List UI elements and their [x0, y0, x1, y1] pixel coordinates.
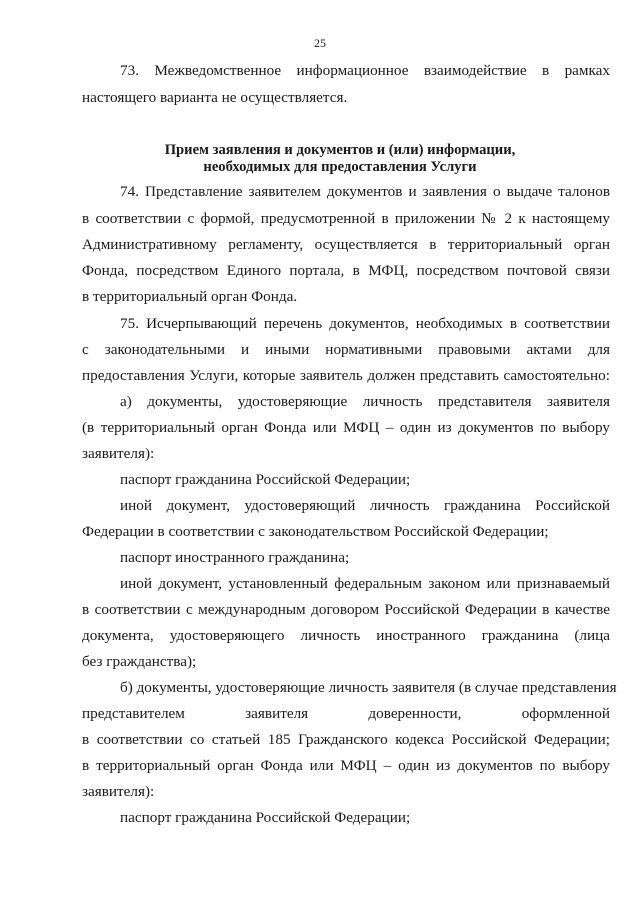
paragraph-75-line-1: 75. Исчерпывающий перечень документов, необходимых в соответствии	[120, 315, 610, 332]
section-heading-line-2: необходимых для предоставления Услуги	[203, 159, 477, 175]
list-entry-foreign-passport: паспорт иностранного гражданина;	[120, 549, 350, 566]
item-a-line-2: (в территориальный орган Фонда или МФЦ – один из документов по выбору	[82, 419, 610, 436]
list-entry-foreign-doc-line-1: иной документ, установленный федеральным законом или признаваемый	[120, 575, 610, 592]
paragraph-73-line-2: настоящего варианта не осуществляется.	[82, 89, 348, 106]
list-entry-foreign-doc-line-4: без гражданства);	[82, 653, 197, 670]
item-b-line-2: представителем заявителя доверенности, оформленной	[82, 705, 610, 722]
paragraph-74-line-5: в территориальный орган Фонда.	[82, 288, 298, 305]
item-b-line-5: заявителя):	[82, 783, 155, 800]
paragraph-75-line-2: с законодательными и иными нормативными правовыми актами для	[82, 341, 610, 358]
paragraph-75-line-3: предоставления Услуги, которые заявитель должен представить самостоятельно:	[82, 367, 610, 384]
list-entry-passport-rf: паспорт гражданина Российской Федерации;	[120, 471, 411, 488]
list-entry-foreign-doc-line-3: документа, удостоверяющего личность иностранного гражданина (лица	[82, 627, 610, 644]
section-heading-line-1: Прием заявления и документов и (или) информации,	[164, 142, 516, 158]
paragraph-74-line-4: Фонда, посредством Единого портала, в МФЦ, посредством почтовой связи	[82, 262, 610, 279]
paragraph-74-line-2: в соответствии с формой, предусмотренной в приложении № 2 к настоящему	[82, 210, 610, 227]
list-entry-foreign-doc-line-2: в соответствии с международным договором Российской Федерации в качестве	[82, 601, 610, 618]
item-b-line-4: в территориальный орган Фонда или МФЦ – один из документов по выбору	[82, 757, 610, 774]
list-entry-passport-rf-2: паспорт гражданина Российской Федерации;	[120, 809, 411, 826]
paragraph-74-line-3: Административному регламенту, осуществляется в территориальный орган	[82, 236, 610, 253]
item-a-line-1: а) документы, удостоверяющие личность представителя заявителя	[120, 393, 610, 410]
item-b-line-1: б) документы, удостоверяющие личность заявителя (в случае представления	[120, 679, 617, 696]
paragraph-74-line-1: 74. Представление заявителем документов и заявления о выдаче талонов	[120, 183, 610, 200]
list-entry-other-doc-line-1: иной документ, удостоверяющий личность гражданина Российской	[120, 497, 610, 514]
item-b-line-3: в соответствии со статьей 185 Гражданского кодекса Российской Федерации;	[82, 731, 610, 748]
list-entry-other-doc-line-2: Федерации в соответствии с законодательством Российской Федерации;	[82, 523, 549, 540]
paragraph-73-line-1: 73. Межведомственное информационное взаимодействие в рамках	[120, 62, 610, 79]
item-a-line-3: заявителя):	[82, 445, 155, 462]
page-number: 25	[314, 36, 326, 50]
